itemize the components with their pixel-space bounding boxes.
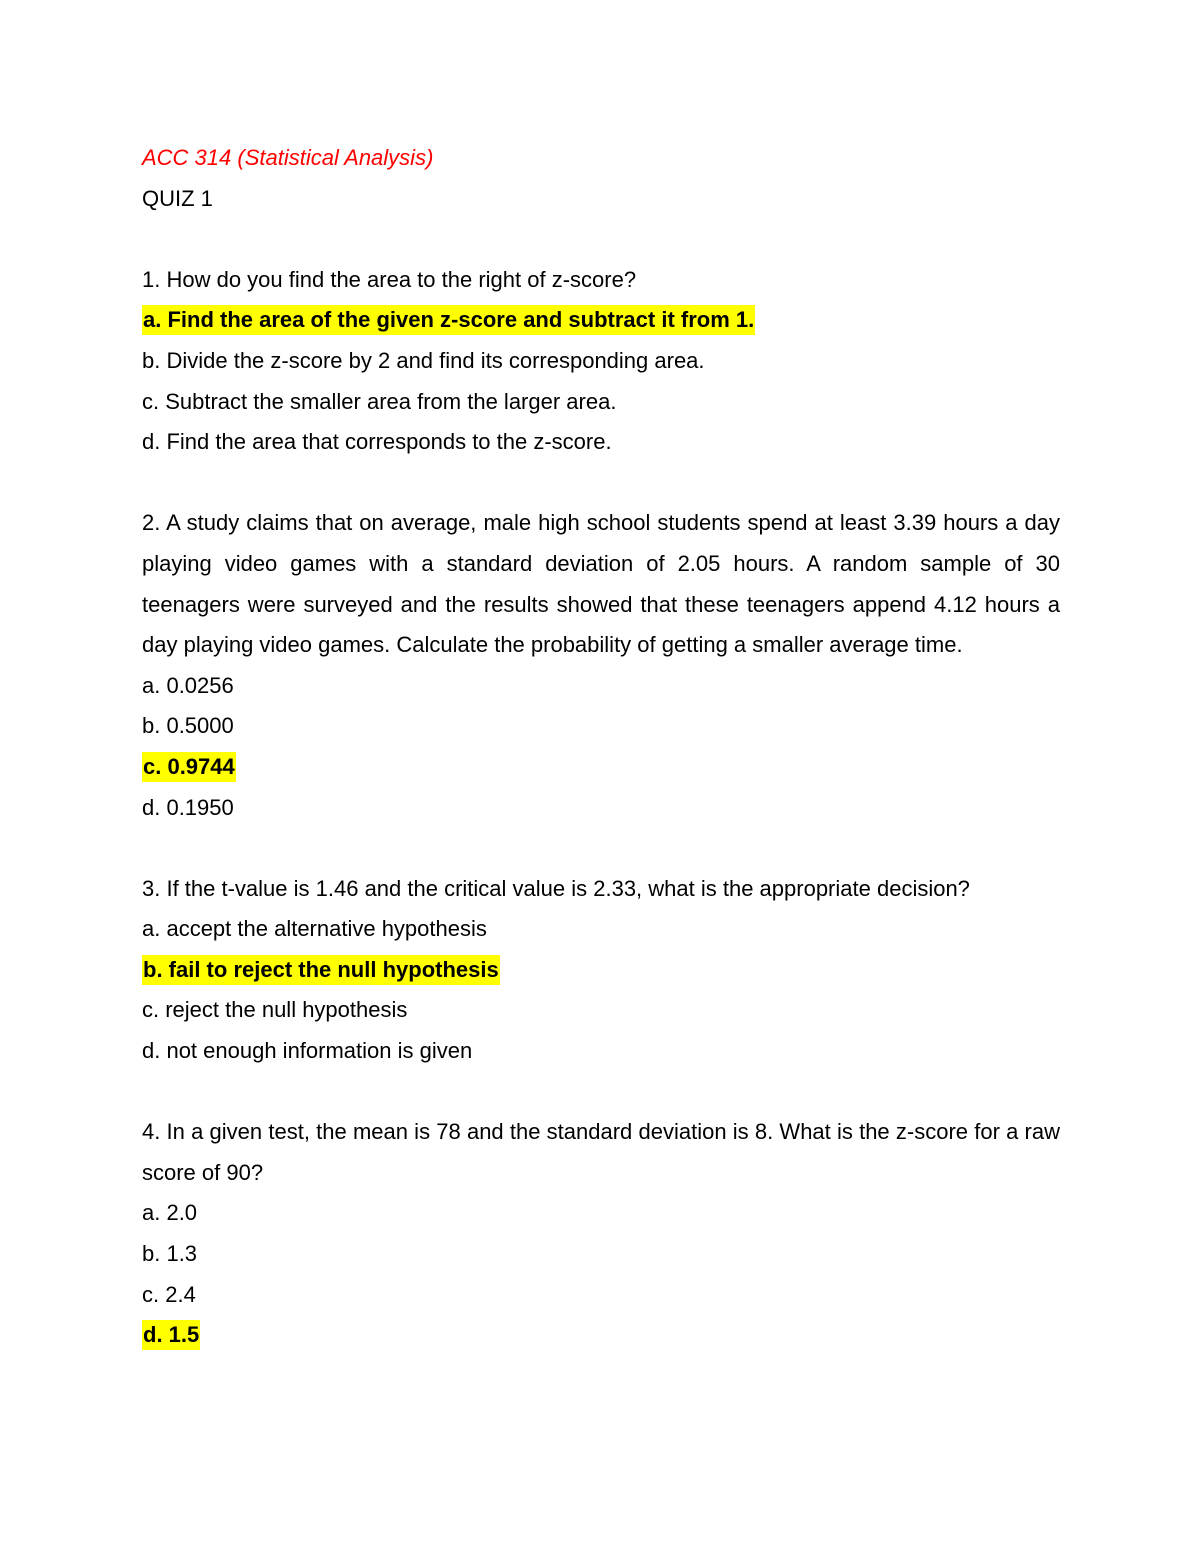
option-b[interactable]: b. 0.5000 [142,713,234,739]
question-3 [142,869,1060,1072]
question-text: 1. How do you find the area to the right of z-score? [142,266,637,292]
option-a[interactable]: a. 0.0256 [142,672,234,698]
option-c[interactable]: c. Subtract the smaller area from the larger area. [142,388,617,414]
question-text: 4. In a given test, the mean is 78 and the standard deviation is 8. What is the z-score for a raw score of 90? [142,1119,1060,1185]
option-a[interactable]: a. accept the alternative hypothesis [142,916,487,942]
correct-answer-highlight: c. 0.9744 [142,752,236,782]
option-d[interactable]: d. Find the area that corresponds to the z-score. [142,429,612,455]
option-c[interactable] [142,747,1060,788]
quiz-document [142,138,1060,1356]
spacer [142,219,1060,260]
option-c[interactable]: c. 2.4 [142,1281,196,1307]
question-text: 3. If the t-value is 1.46 and the critical value is 2.33, what is the appropriate decision? [142,875,970,901]
option-a[interactable] [142,300,1060,341]
question-text: 2. A study claims that on average, male high school students spend at least 3.39 hours a day playing video games with a standard deviation of 2.05 hours. A random sample of 30 teenagers were surveyed and the results showed that these teenagers append 4.12 hours a day playing video games. Calculate the probability of getting a smaller average time. [142,510,1060,658]
quiz-heading: QUIZ 1 [142,185,213,211]
question-4 [142,1112,1060,1356]
option-b[interactable] [142,950,1060,991]
option-b[interactable]: b. 1.3 [142,1241,198,1267]
option-b[interactable]: b. Divide the z-score by 2 and find its corresponding area. [142,347,705,373]
question-2 [142,503,1060,828]
course-title: ACC 314 (Statistical Analysis) [142,145,434,170]
correct-answer-highlight: d. 1.5 [142,1320,200,1350]
spacer [142,828,1060,869]
option-d[interactable]: d. 0.1950 [142,794,234,820]
correct-answer-highlight: a. Find the area of the given z-score and subtract it from 1. [142,305,755,335]
option-a[interactable]: a. 2.0 [142,1200,198,1226]
correct-answer-highlight: b. fail to reject the null hypothesis [142,955,500,985]
option-d[interactable]: d. not enough information is given [142,1038,473,1064]
spacer [142,463,1060,504]
option-d[interactable] [142,1315,1060,1356]
spacer [142,1072,1060,1113]
question-1 [142,260,1060,463]
option-c[interactable]: c. reject the null hypothesis [142,997,408,1023]
